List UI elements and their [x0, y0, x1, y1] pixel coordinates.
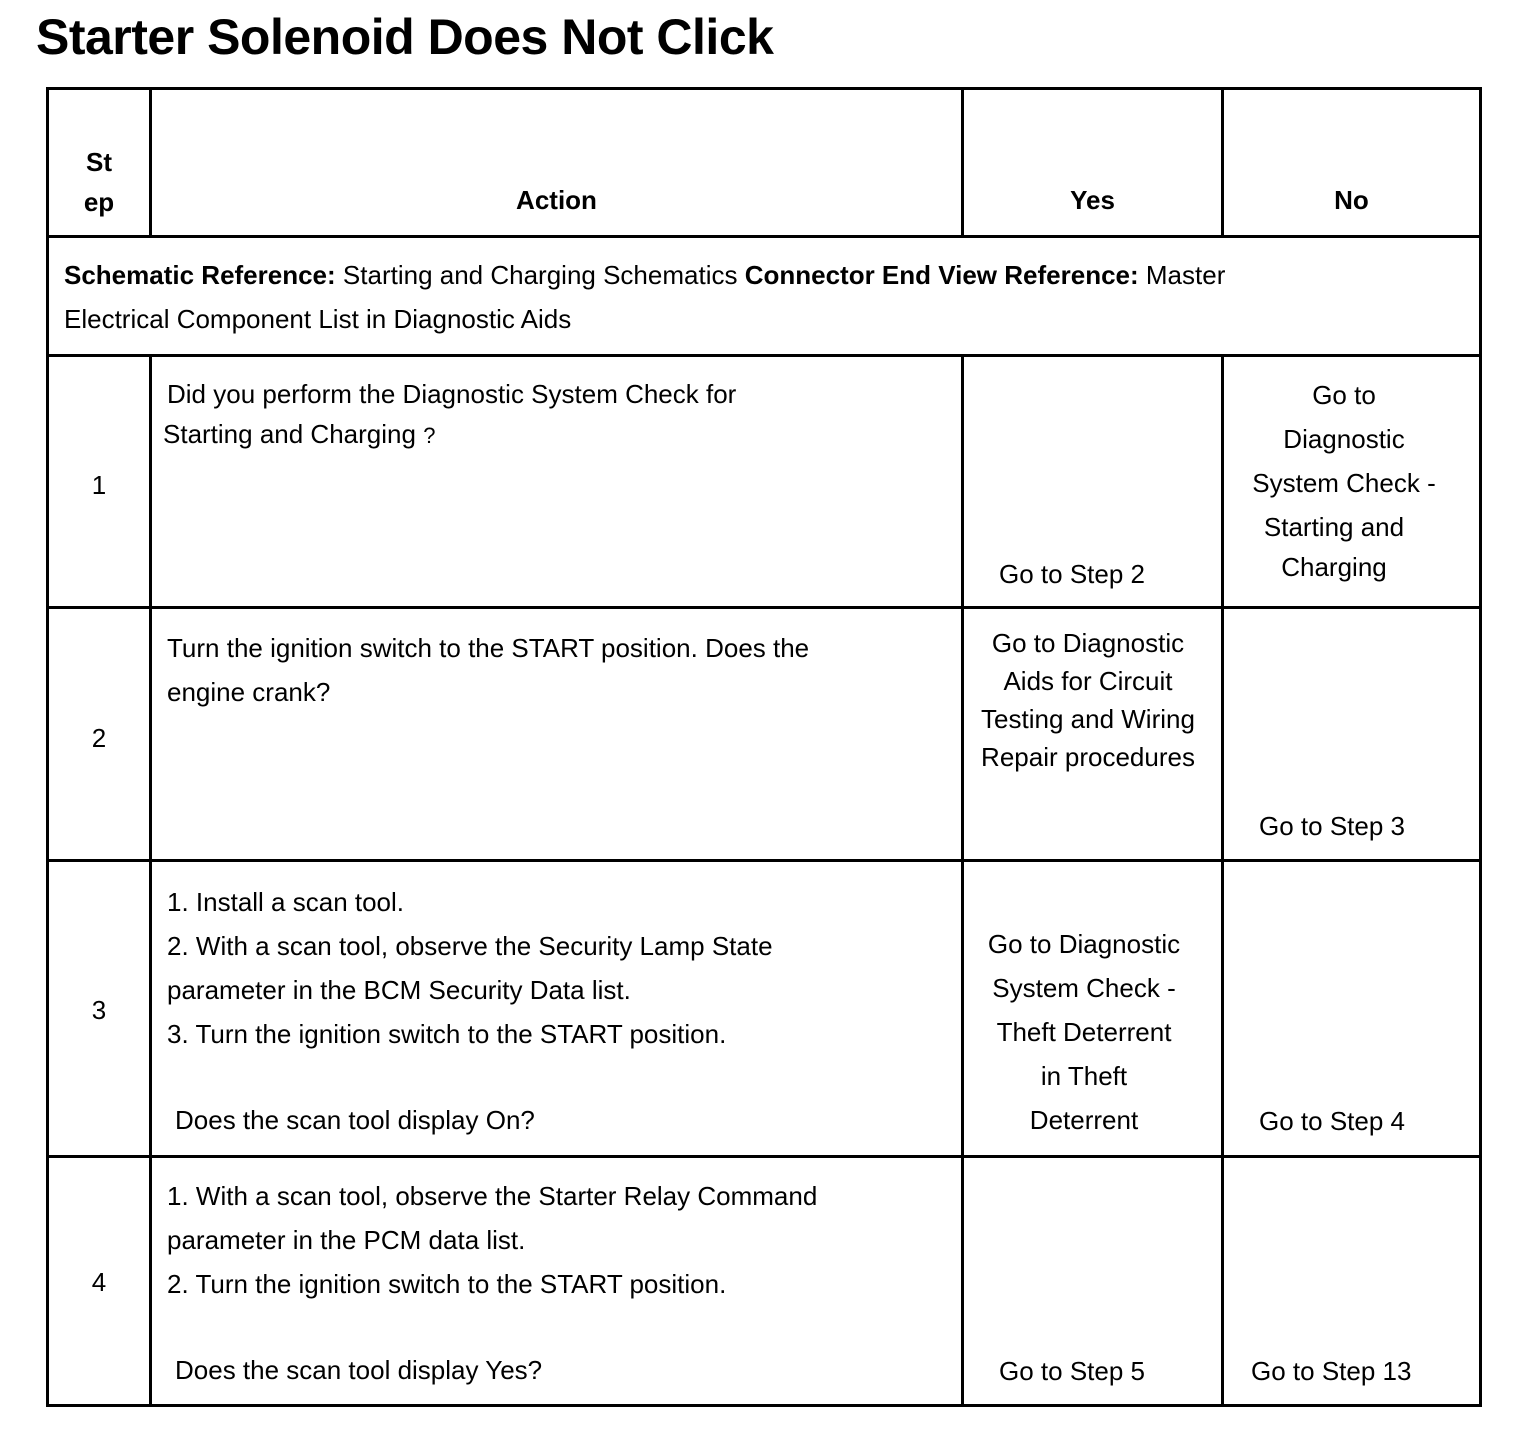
- header-step: St ep: [83, 147, 115, 217]
- header-yes: Yes: [1070, 185, 1115, 215]
- row-divider: [49, 1155, 1479, 1158]
- yes-result: Go to Diagnostic System Check - Theft Deterrent in Theft Deterrent: [987, 929, 1181, 1135]
- no-result: Go to Diagnostic System Check - Starting and Charging: [1252, 380, 1436, 582]
- step-number: 1: [91, 470, 107, 500]
- column-divider: [149, 354, 152, 1404]
- diagnostic-table: [46, 87, 1482, 1407]
- column-divider: [961, 354, 964, 1404]
- no-result: Go to Step 3: [1259, 811, 1405, 841]
- action-text: 1. Install a scan tool. 2. With a scan tool, observe the Security Lamp State parameter in the BCM Security Data list. 3. Turn the ignition switch to the START position. Does the scan tool display On?: [167, 887, 773, 1135]
- no-result: Go to Step 4: [1259, 1106, 1405, 1136]
- action-text: Did you perform the Diagnostic System Check for Starting and Charging ?: [163, 379, 737, 449]
- step-number: 3: [91, 995, 107, 1025]
- reference-divider: [49, 354, 1479, 357]
- yes-result: Go to Step 5: [999, 1356, 1145, 1386]
- header-action: Action: [516, 185, 597, 215]
- page-title: Starter Solenoid Does Not Click: [36, 9, 774, 65]
- header-no: No: [1334, 185, 1369, 215]
- action-text: 1. With a scan tool, observe the Starter Relay Command parameter in the PCM data list. 2. Turn the ignition switch to the START position. Does the scan tool display Yes?: [167, 1181, 818, 1385]
- row-divider: [49, 606, 1479, 609]
- step-number: 4: [91, 1267, 107, 1297]
- action-text: Turn the ignition switch to the START position. Does the engine crank?: [167, 633, 810, 707]
- yes-result: Go to Step 2: [999, 559, 1145, 589]
- reference-text: Schematic Reference: Starting and Charging Schematics Connector End View Reference: Master Electrical Component List in Diagnostic Aids: [64, 260, 1226, 334]
- yes-result: Go to Diagnostic Aids for Circuit Testing and Wiring Repair procedures: [981, 628, 1195, 772]
- row-divider: [49, 859, 1479, 862]
- no-result: Go to Step 13: [1251, 1356, 1412, 1386]
- step-number: 2: [91, 723, 107, 753]
- header-divider: [49, 235, 1479, 238]
